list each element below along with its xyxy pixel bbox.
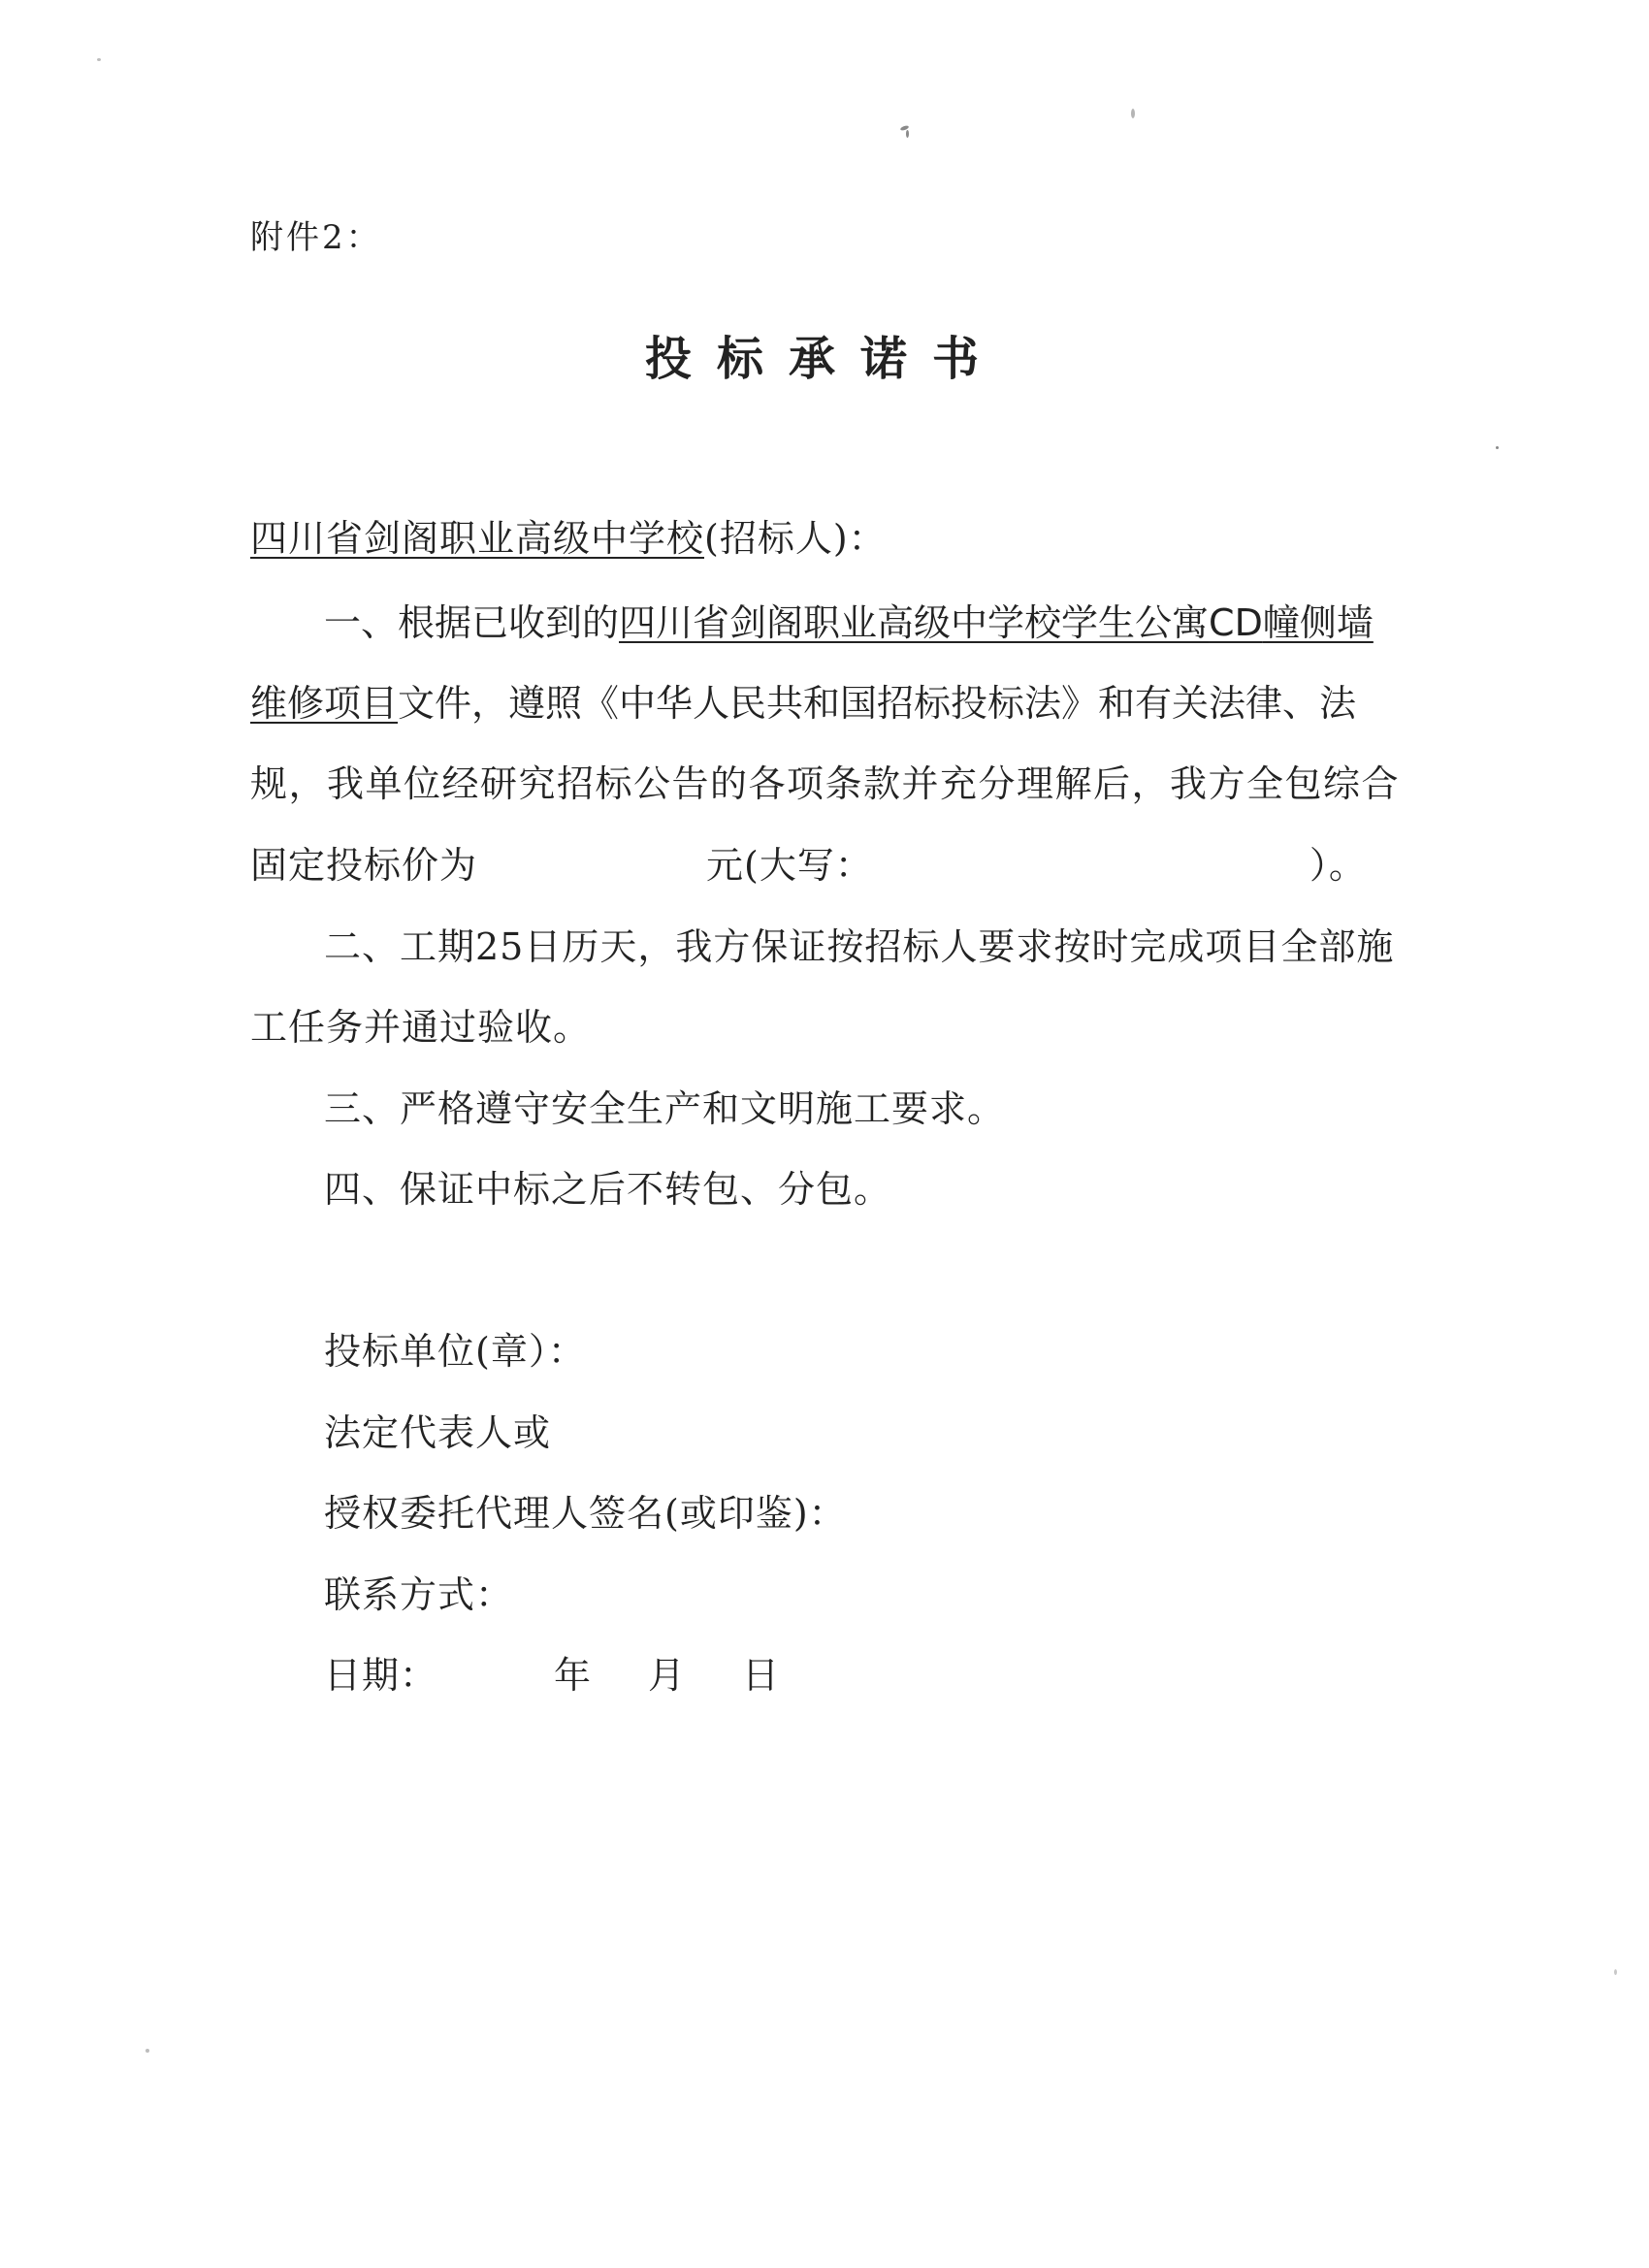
clause1-line2	[250, 678, 1356, 729]
bid-price-unit: 元(大写：	[706, 844, 873, 887]
clause4-text: 四、保证中标之后不转包、分包。	[324, 1168, 892, 1211]
addressee-line	[250, 513, 887, 564]
scan-speck	[146, 2049, 149, 2053]
scan-speck	[1496, 446, 1499, 449]
clause4-line	[324, 1164, 891, 1215]
bid-price-label: 固定投标价为	[250, 844, 478, 887]
date-label: 日期：	[324, 1654, 438, 1697]
legal-rep-label: 法定代表人或	[324, 1411, 552, 1454]
clause2-line1	[324, 922, 1394, 972]
clause1-line3-text: 规，我单位经研究招标公告的各项条款并充分理解后，我方全包综合	[250, 762, 1401, 805]
clause1-prefix: 一、根据已收到的	[324, 601, 620, 644]
date-month: 月	[648, 1654, 687, 1697]
project-name-part1: 四川省剑阁职业高级中学校学生公寓CD幢侧墙	[619, 601, 1374, 644]
clause1-line3	[250, 759, 1400, 809]
scan-speck	[906, 130, 909, 138]
bidder-unit-label: 投标单位(章）：	[324, 1330, 586, 1373]
addressee-suffix: (招标人)：	[704, 517, 887, 560]
date-year: 年	[554, 1654, 593, 1697]
bid-price-close: ）。	[1309, 844, 1367, 887]
scan-speck	[97, 58, 101, 61]
project-name-part2: 维修项目	[250, 682, 399, 725]
clause1-line2-text: 文件，遵照《中华人民共和国招标投标法》和有关法律、法	[398, 682, 1357, 725]
signature-contact	[324, 1570, 513, 1620]
addressee-name: 四川省剑阁职业高级中学校	[250, 517, 705, 560]
clause3-line	[324, 1084, 1005, 1134]
document-title: 投标承诺书	[644, 332, 1004, 386]
clause3-text: 三、严格遵守安全生产和文明施工要求。	[324, 1087, 1006, 1130]
signature-unit	[324, 1326, 586, 1377]
date-day: 日	[742, 1654, 781, 1697]
signature-rep-line1	[324, 1408, 551, 1458]
scan-speck	[1131, 109, 1135, 118]
clause2-line2	[250, 1002, 591, 1053]
attachment-label: 附件2：	[250, 218, 382, 257]
clause1-line1	[324, 598, 1374, 648]
clause1-line4	[250, 840, 1367, 891]
contact-label: 联系方式：	[324, 1573, 514, 1616]
signature-rep-line2	[324, 1488, 847, 1539]
agent-signature-label: 授权委托代理人签名(或印鉴)：	[324, 1492, 847, 1535]
clause2-line2-text: 工任务并通过验收。	[250, 1006, 592, 1049]
clause2-line1-text: 二、工期25日历天，我方保证按招标人要求按时完成项目全部施	[324, 925, 1395, 968]
scan-speck	[1614, 1969, 1617, 1975]
signature-date	[324, 1650, 780, 1701]
